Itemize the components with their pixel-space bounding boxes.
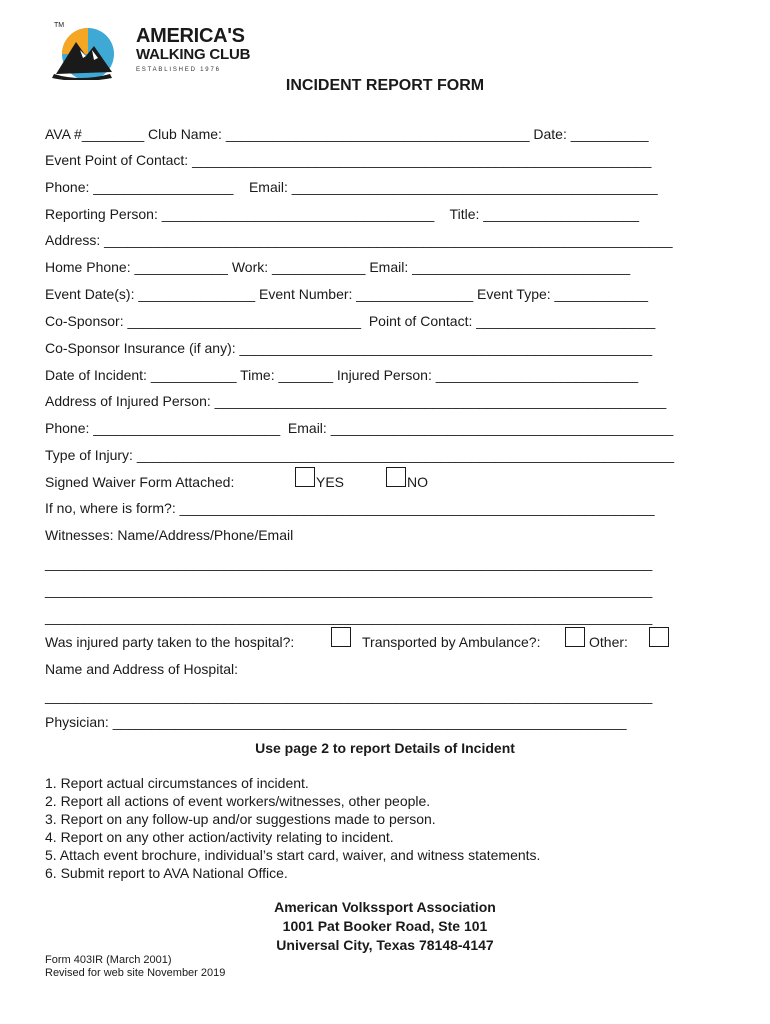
home-phone-row[interactable]: Home Phone: ____________ Work: ____________ Email: ____________________________ (45, 259, 631, 275)
witness-line[interactable]: ______________________________________________________________________________ (45, 609, 653, 625)
address-row[interactable]: Address: _________________________________________________________________________ (45, 232, 673, 248)
walking-club-logo-icon (50, 24, 126, 80)
org-street: 1001 Pat Booker Road, Ste 101 (282, 918, 488, 934)
other-checkbox[interactable] (649, 627, 669, 647)
hospital-name-label: Name and Address of Hospital: (45, 661, 238, 677)
hospital-address-line[interactable]: ______________________________________________________________________________ (45, 688, 653, 704)
event-dates-row[interactable]: Event Date(s): _______________ Event Number: _______________ Event Type: ____________ (45, 286, 648, 302)
witness-line[interactable]: ______________________________________________________________________________ (45, 582, 653, 598)
type-of-injury-row[interactable]: Type of Injury: _____________________________________________________________________ (45, 447, 675, 463)
list-item: 3. Report on any follow-up and/or suggestions made to person. (45, 811, 436, 827)
waiver-no-checkbox[interactable] (386, 467, 406, 487)
instructions-list (45, 774, 540, 882)
where-is-form-row[interactable]: If no, where is form?: _____________________________________________________________ (45, 500, 655, 516)
list-item: 6. Submit report to AVA National Office. (45, 865, 288, 881)
witnesses-label: Witnesses: Name/Address/Phone/Email (45, 527, 294, 543)
form-number: Form 403IR (March 2001) (45, 954, 172, 966)
event-contact-row[interactable]: Event Point of Contact: ___________________________________________________________ (45, 152, 652, 168)
list-item: 5. Attach event brochure, individual’s start card, waiver, and witness statements. (45, 847, 541, 863)
waiver-yes-label: YES (316, 474, 345, 490)
org-name: American Volkssport Association (274, 899, 496, 915)
logo-title: AMERICA'S (136, 25, 245, 47)
co-sponsor-row[interactable]: Co-Sponsor: ______________________________ Point of Contact: _______________________ (45, 313, 656, 329)
waiver-yes-checkbox[interactable] (295, 467, 315, 487)
logo-subtitle: WALKING CLUB (136, 46, 251, 63)
injured-address-row[interactable]: Address of Injured Person: __________________________________________________________ (45, 393, 667, 409)
list-item: 1. Report actual circumstances of incident. (45, 775, 309, 791)
revision-note: Revised for web site November 2019 (45, 967, 226, 979)
other-label: Other: (589, 634, 628, 650)
logo-established: ESTABLISHED 1976 (136, 67, 221, 73)
form-title: INCIDENT REPORT FORM (285, 77, 485, 94)
instructions-heading: Use page 2 to report Details of Incident (255, 740, 515, 756)
ambulance-question: Transported by Ambulance?: (362, 634, 541, 650)
date-of-incident-row[interactable]: Date of Incident: ___________ Time: _______ Injured Person: __________________________ (45, 367, 639, 383)
co-sponsor-insurance-row[interactable]: Co-Sponsor Insurance (if any): _____________________________________________________ (45, 340, 653, 356)
waiver-label: Signed Waiver Form Attached: (45, 474, 235, 490)
witness-line[interactable]: ______________________________________________________________________________ (45, 555, 653, 571)
org-city: Universal City, Texas 78148-4147 (276, 937, 494, 953)
list-item: 4. Report on any other action/activity relating to incident. (45, 829, 394, 845)
hospital-checkbox[interactable] (331, 627, 351, 647)
trademark-symbol: TM (54, 22, 65, 29)
organization-address (0, 898, 770, 955)
hospital-question: Was injured party taken to the hospital?: (45, 634, 295, 650)
injured-phone-email-row[interactable]: Phone: ________________________ Email: ____________________________________________ (45, 420, 674, 436)
list-item: 2. Report all actions of event workers/witnesses, other people. (45, 793, 431, 809)
waiver-no-label: NO (407, 474, 428, 490)
ava-club-date-row[interactable]: AVA #________ Club Name: _______________________________________ Date: __________ (45, 126, 649, 142)
phone-email-row[interactable]: Phone: __________________ Email: _______________________________________________ (45, 179, 658, 195)
physician-row[interactable]: Physician: __________________________________________________________________ (45, 714, 627, 730)
form-footer (45, 954, 225, 980)
reporting-person-row[interactable]: Reporting Person: ___________________________________ Title: ____________________ (45, 206, 639, 222)
ambulance-checkbox[interactable] (565, 627, 585, 647)
